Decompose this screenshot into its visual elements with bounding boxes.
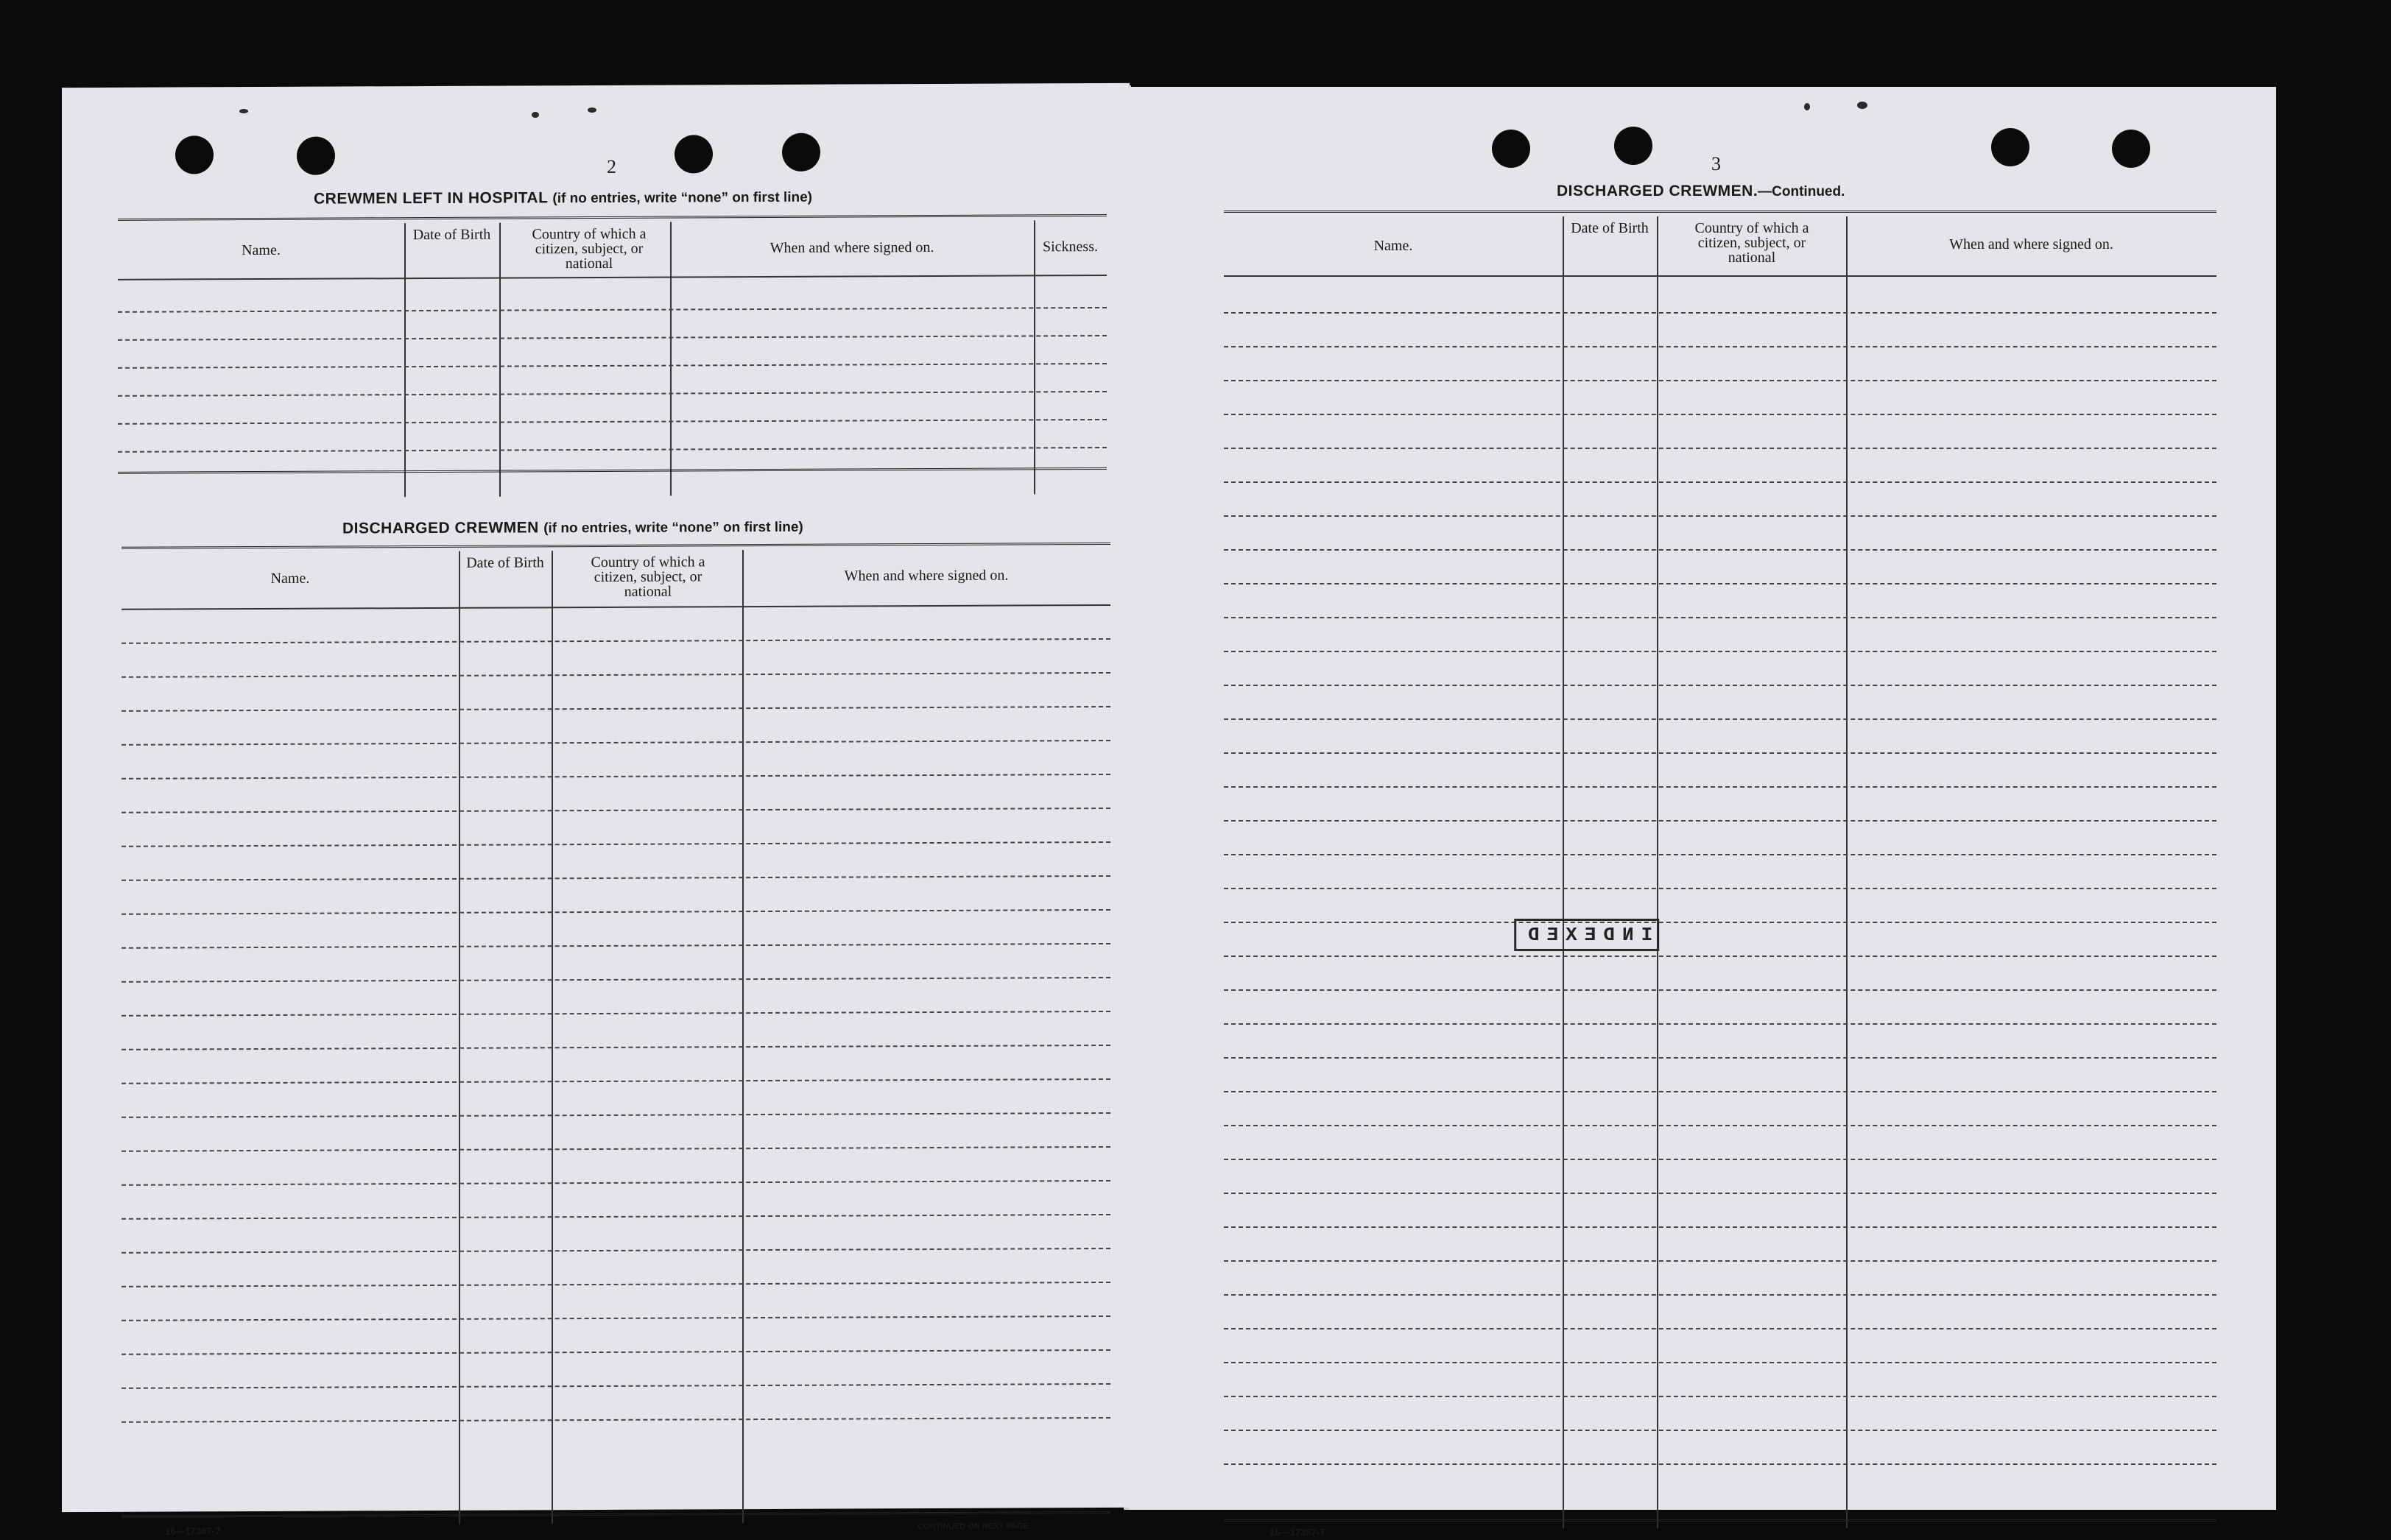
- col-header-country: Country of which a citizen, subject, or national: [1694, 220, 1809, 266]
- punch-hole: [297, 137, 335, 175]
- form-number: 16—17387-7: [165, 1525, 221, 1537]
- punch-hole: [175, 135, 214, 174]
- col-header-name: Name.: [1373, 238, 1413, 254]
- ink-speck: [532, 112, 539, 118]
- ink-speck: [588, 107, 596, 113]
- punch-hole: [782, 133, 820, 172]
- form-number: 16—17387-7: [1270, 1527, 1325, 1538]
- left-page: [62, 83, 1130, 1537]
- right-page: [1130, 87, 2276, 1538]
- col-header-country: Country of which a citizen, subject, or national: [532, 225, 647, 272]
- discharged-section-title: DISCHARGED CREWMEN (if no entries, write “none” on first line): [342, 519, 803, 537]
- ink-speck: [1857, 102, 1867, 109]
- col-header-name: Name.: [270, 570, 310, 587]
- col-header-sickness: Sickness.: [1043, 239, 1098, 255]
- col-header-dob: Date of Birth: [1571, 220, 1649, 236]
- page-number: 3: [1711, 153, 1721, 174]
- punch-hole: [1492, 130, 1530, 168]
- punch-hole: [1614, 127, 1652, 165]
- col-header-country: Country of which a citizen, subject, or national: [591, 554, 705, 600]
- punch-hole: [675, 135, 713, 173]
- ink-speck: [1804, 103, 1810, 110]
- col-header-signed-on: When and where signed on.: [1949, 236, 2113, 252]
- hospital-table: [118, 214, 1107, 498]
- discharged-table: [122, 543, 1110, 1526]
- continued-note: CONTINUED ON NEXT PAGE.: [918, 1522, 1031, 1532]
- page-number: 2: [607, 155, 616, 177]
- col-header-dob: Date of Birth: [466, 554, 544, 571]
- discharged-continued-title: DISCHARGED CREWMEN.—Continued.: [1557, 183, 1845, 199]
- col-header-dob: Date of Birth: [412, 226, 491, 244]
- col-header-signed-on: When and where signed on.: [844, 567, 1009, 584]
- col-header-name: Name.: [242, 241, 281, 259]
- col-header-signed-on: When and where signed on.: [770, 239, 934, 256]
- hospital-section-title: CREWMEN LEFT IN HOSPITAL (if no entries, write “none” on first line): [314, 189, 812, 208]
- punch-hole: [1991, 128, 2029, 166]
- punch-hole: [2112, 130, 2150, 168]
- indexed-stamp: INDEXED: [1514, 919, 1659, 951]
- discharged-continued-table: [1224, 211, 2216, 1528]
- ink-speck: [239, 109, 248, 113]
